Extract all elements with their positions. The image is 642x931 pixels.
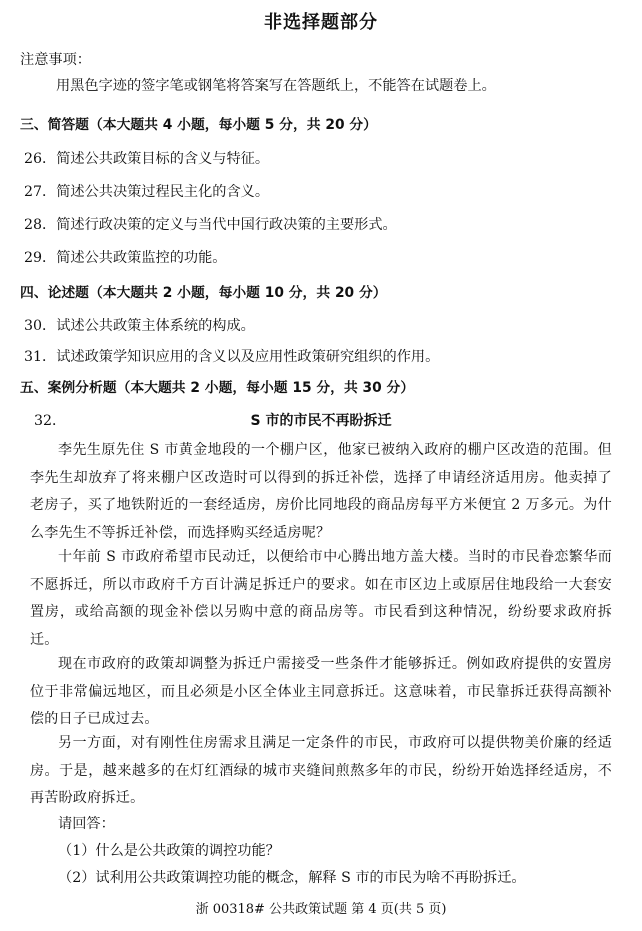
notice-heading: 注意事项： [20, 52, 91, 68]
sub-question-2: （2）试利用公共政策调控功能的概念，解释 S 市的市民为啥不再盼拆迁。 [58, 870, 526, 886]
section-3-heading: 三、简答题（本大题共 4 小题，每小题 5 分，共 20 分） [20, 117, 377, 133]
question-26: 26．简述公共政策目标的含义与特征。 [24, 151, 270, 167]
question-27: 27．简述公共决策过程民主化的含义。 [24, 184, 270, 200]
question-31: 31．试述政策学知识应用的含义以及应用性政策研究组织的作用。 [24, 349, 440, 365]
sub-question-1: （1）什么是公共政策的调控功能？ [58, 843, 280, 859]
case-paragraph-3: 现在市政府的政策却调整为拆迁户需接受一些条件才能够拆迁。例如政府提供的安置房位于非常偏远地区，而且必须是小区全体业主同意拆迁。这意味着，市民靠拆迁获得高额补偿的日子已成过去。 [30, 656, 612, 727]
section-4-heading: 四、论述题（本大题共 2 小题，每小题 10 分，共 20 分） [20, 285, 387, 301]
notice-text: 用黑色字迹的签字笔或钢笔将答案写在答题纸上，不能答在试题卷上。 [56, 78, 496, 94]
section-5-heading: 五、案例分析题（本大题共 2 小题，每小题 15 分，共 30 分） [20, 380, 415, 396]
case-paragraph-2: 十年前 S 市政府希望市民动迁，以便给市中心腾出地方盖大楼。当时的市民眷恋繁华而不愿拆迁，所以市政府千方百计满足拆迁户的要求。如在市区边上或原居住地段给一大套安置房，或给高额的现金补偿以另购中意的商品房等。市民看到这种情况，纷纷要求政府拆迁。 [30, 549, 612, 648]
question-32-number: 32． [34, 413, 67, 429]
page-title: 非选择题部分 [264, 12, 378, 33]
case-title: S 市的市民不再盼拆迁 [250, 413, 392, 429]
case-paragraph-1: 李先生原先住 S 市黄金地段的一个棚户区，他家已被纳入政府的棚户区改造的范围。但李先生却放弃了将来棚户区改造时可以得到的拆迁补偿，选择了申请经济适用房。他卖掉了老房子，买了地铁附近的一套经适房，房价比同地段的商品房每平方米便宜 2 万多元。为什么李先生不等拆迁补偿，而选择购买经适房呢？ [30, 442, 612, 541]
page-footer: 浙 00318# 公共政策试题 第 4 页(共 5 页) [195, 902, 447, 917]
answer-prompt: 请回答： [58, 816, 115, 832]
question-29: 29．简述公共政策监控的功能。 [24, 250, 227, 266]
case-paragraph-4: 另一方面，对有刚性住房需求且满足一定条件的市民，市政府可以提供物美价廉的经适房。于是，越来越多的在灯红酒绿的城市夹缝间煎熬多年的市民，纷纷开始选择经适房，不再苦盼政府拆迁。 [30, 735, 612, 806]
question-30: 30．试述公共政策主体系统的构成。 [24, 318, 255, 334]
question-28: 28．简述行政决策的定义与当代中国行政决策的主要形式。 [24, 217, 397, 233]
